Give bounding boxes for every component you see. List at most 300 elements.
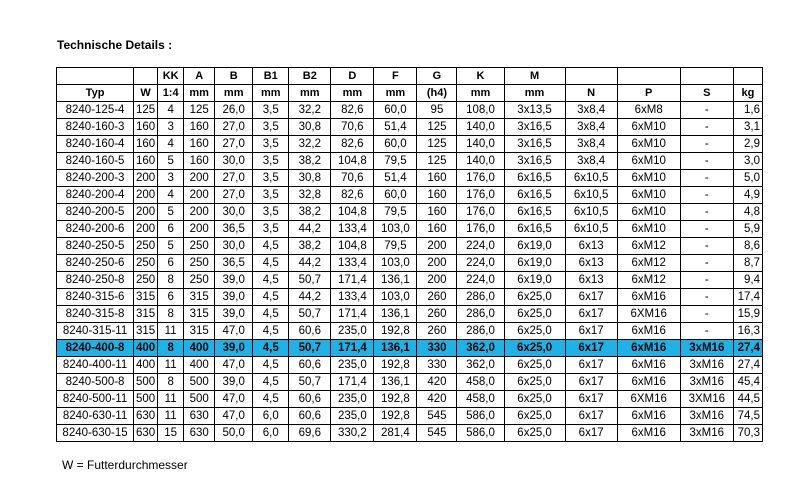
table-cell: 3xM16 — [680, 408, 733, 425]
table-cell: 50,0 — [215, 425, 253, 442]
table-cell: 330 — [417, 340, 457, 357]
table-cell: 69,6 — [289, 425, 331, 442]
table-cell: 8240-200-4 — [57, 187, 134, 204]
table-cell: 36,5 — [215, 221, 253, 238]
table-cell: 6x17 — [565, 357, 617, 374]
table-cell: 8240-200-3 — [57, 170, 134, 187]
table-cell: 60,6 — [289, 323, 331, 340]
table-cell: 8240-200-5 — [57, 204, 134, 221]
table-cell: 103,0 — [374, 255, 417, 272]
table-cell: 6x17 — [565, 391, 617, 408]
table-cell: 6xM16 — [617, 289, 680, 306]
table-cell: 586,0 — [457, 408, 504, 425]
table-cell: 6xM12 — [617, 238, 680, 255]
table-cell: 8240-200-6 — [57, 221, 134, 238]
table-cell: 8 — [158, 340, 184, 357]
table-cell: 3,5 — [253, 153, 289, 170]
table-cell: 6x19,0 — [504, 255, 565, 272]
table-cell: 200 — [134, 170, 158, 187]
table-row — [57, 255, 763, 272]
table-cell: 6x16,5 — [504, 221, 565, 238]
table-cell: 38,2 — [289, 204, 331, 221]
table-cell: 8 — [158, 374, 184, 391]
table-cell: 4,5 — [253, 340, 289, 357]
table-cell: 176,0 — [457, 187, 504, 204]
table-row-highlighted — [57, 340, 763, 357]
table-cell: 6x13 — [565, 238, 617, 255]
table-cell: 8240-315-8 — [57, 306, 134, 323]
table-cell: 6x17 — [565, 340, 617, 357]
table-cell: 60,0 — [374, 136, 417, 153]
table-cell: 6 — [158, 289, 184, 306]
table-cell: 545 — [417, 425, 457, 442]
table-cell: 30,8 — [289, 119, 331, 136]
table-row — [57, 102, 763, 119]
column-header: G — [417, 68, 457, 85]
table-cell: 60,6 — [289, 391, 331, 408]
table-cell: 82,6 — [331, 102, 374, 119]
table-cell: - — [680, 136, 733, 153]
table-cell: 420 — [417, 374, 457, 391]
table-cell: 6xM16 — [617, 340, 680, 357]
column-header — [680, 68, 733, 85]
table-cell: 250 — [134, 238, 158, 255]
table-cell: 458,0 — [457, 391, 504, 408]
table-cell: 160 — [417, 221, 457, 238]
column-header — [565, 68, 617, 85]
table-cell: 125 — [184, 102, 215, 119]
table-cell: 224,0 — [457, 255, 504, 272]
table-cell: 39,0 — [215, 306, 253, 323]
table-cell: 50,7 — [289, 374, 331, 391]
table-row — [57, 408, 763, 425]
column-header: B1 — [253, 68, 289, 85]
table-cell: 6xM10 — [617, 170, 680, 187]
table-row — [57, 238, 763, 255]
table-cell: 3,5 — [253, 204, 289, 221]
table-cell: 26,0 — [215, 102, 253, 119]
table-row — [57, 136, 763, 153]
table-cell: 250 — [184, 272, 215, 289]
table-cell: - — [680, 255, 733, 272]
table-cell: 27,0 — [215, 187, 253, 204]
section-title: Technische Details : — [57, 38, 173, 52]
table-cell: 6 — [158, 255, 184, 272]
table-cell: 51,4 — [374, 170, 417, 187]
table-cell: 95 — [417, 102, 457, 119]
table-cell: 6xM16 — [617, 374, 680, 391]
table-cell: 125 — [134, 102, 158, 119]
column-header: (h4) — [417, 85, 457, 102]
column-header: mm — [253, 85, 289, 102]
table-cell: 6x25,0 — [504, 306, 565, 323]
table-cell: 6x17 — [565, 425, 617, 442]
table-cell: 3XM16 — [680, 391, 733, 408]
column-header: P — [617, 85, 680, 102]
table-cell: 200 — [417, 255, 457, 272]
table-cell: 6x25,0 — [504, 374, 565, 391]
table-cell: 6xM10 — [617, 153, 680, 170]
table-cell: 171,4 — [331, 374, 374, 391]
table-cell: 3x16,5 — [504, 119, 565, 136]
table-cell: 6XM16 — [617, 306, 680, 323]
column-header: mm — [504, 85, 565, 102]
table-cell: 3xM16 — [680, 425, 733, 442]
table-cell: 133,4 — [331, 255, 374, 272]
table-cell: 6x10,5 — [565, 170, 617, 187]
table-cell: 32,8 — [289, 187, 331, 204]
table-cell: 6x17 — [565, 323, 617, 340]
table-cell: 6xM8 — [617, 102, 680, 119]
table-cell: 8240-315-11 — [57, 323, 134, 340]
table-cell: 6x16,5 — [504, 170, 565, 187]
table-cell: 315 — [184, 289, 215, 306]
table-cell: 3xM16 — [680, 340, 733, 357]
table-cell: 8240-125-4 — [57, 102, 134, 119]
table-cell: - — [680, 272, 733, 289]
table-cell: 103,0 — [374, 289, 417, 306]
table-cell: 8240-400-11 — [57, 357, 134, 374]
table-cell: 136,1 — [374, 374, 417, 391]
table-cell: 60,0 — [374, 102, 417, 119]
table-cell: 500 — [184, 374, 215, 391]
table-cell: 192,8 — [374, 323, 417, 340]
table-cell: 500 — [184, 391, 215, 408]
table-row — [57, 221, 763, 238]
table-cell: 50,7 — [289, 306, 331, 323]
table-cell: 6xM10 — [617, 136, 680, 153]
table-cell: 6x10,5 — [565, 221, 617, 238]
table-cell: 171,4 — [331, 340, 374, 357]
table-row — [57, 289, 763, 306]
table-cell: 6x13 — [565, 272, 617, 289]
column-header: mm — [331, 85, 374, 102]
table-cell: 45,4 — [733, 374, 762, 391]
table-cell: 47,0 — [215, 408, 253, 425]
table-cell: 36,5 — [215, 255, 253, 272]
table-cell: 140,0 — [457, 153, 504, 170]
table-cell: 400 — [134, 357, 158, 374]
column-header: KK — [158, 68, 184, 85]
table-cell: 11 — [158, 391, 184, 408]
table-cell: 39,0 — [215, 340, 253, 357]
table-cell: 140,0 — [457, 136, 504, 153]
table-cell: 224,0 — [457, 238, 504, 255]
table-cell: 3x16,5 — [504, 153, 565, 170]
column-header: F — [374, 68, 417, 85]
table-cell: 400 — [134, 340, 158, 357]
table-cell: 286,0 — [457, 289, 504, 306]
column-header: W — [134, 85, 158, 102]
table-cell: 545 — [417, 408, 457, 425]
column-header — [617, 68, 680, 85]
table-cell: 176,0 — [457, 204, 504, 221]
table-cell: - — [680, 323, 733, 340]
table-cell: 260 — [417, 323, 457, 340]
table-cell: 82,6 — [331, 136, 374, 153]
table-cell: 51,4 — [374, 119, 417, 136]
table-cell: 30,0 — [215, 238, 253, 255]
table-cell: 192,8 — [374, 357, 417, 374]
table-cell: 47,0 — [215, 357, 253, 374]
table-cell: 38,2 — [289, 153, 331, 170]
table-cell: 39,0 — [215, 374, 253, 391]
table-cell: 4,8 — [733, 204, 762, 221]
table-cell: 30,0 — [215, 153, 253, 170]
table-cell: 8240-630-15 — [57, 425, 134, 442]
table-cell: - — [680, 204, 733, 221]
table-cell: 160 — [417, 204, 457, 221]
table-cell: 6x25,0 — [504, 408, 565, 425]
table-cell: 27,4 — [733, 357, 762, 374]
table-cell: 38,2 — [289, 238, 331, 255]
table-cell: 250 — [134, 272, 158, 289]
table-cell: 79,5 — [374, 153, 417, 170]
table-cell: 160 — [184, 119, 215, 136]
table-cell: 630 — [184, 408, 215, 425]
table-row — [57, 391, 763, 408]
table-cell: 6x17 — [565, 306, 617, 323]
table-cell: 5 — [158, 153, 184, 170]
table-row — [57, 374, 763, 391]
table-cell: 315 — [134, 306, 158, 323]
table-cell: 47,0 — [215, 391, 253, 408]
table-cell: 362,0 — [457, 357, 504, 374]
table-cell: 47,0 — [215, 323, 253, 340]
table-cell: 176,0 — [457, 221, 504, 238]
table-cell: 420 — [417, 391, 457, 408]
table-cell: 200 — [184, 170, 215, 187]
table-cell: 400 — [184, 357, 215, 374]
table-cell: 32,2 — [289, 136, 331, 153]
column-header — [134, 68, 158, 85]
table-cell: 160 — [184, 153, 215, 170]
table-cell: 8240-500-11 — [57, 391, 134, 408]
table-cell: 224,0 — [457, 272, 504, 289]
table-cell: 3x13,5 — [504, 102, 565, 119]
table-cell: 6,0 — [253, 425, 289, 442]
table-row — [57, 204, 763, 221]
table-cell: - — [680, 102, 733, 119]
table-cell: 44,5 — [733, 391, 762, 408]
table-cell: 315 — [134, 323, 158, 340]
table-cell: 160 — [134, 119, 158, 136]
table-cell: 8 — [158, 306, 184, 323]
table-cell: 8240-400-8 — [57, 340, 134, 357]
table-cell: 70,3 — [733, 425, 762, 442]
table-cell: 6x10,5 — [565, 187, 617, 204]
table-cell: 104,8 — [331, 238, 374, 255]
table-cell: 140,0 — [457, 119, 504, 136]
table-cell: 286,0 — [457, 323, 504, 340]
table-cell: 4 — [158, 102, 184, 119]
table-cell: 108,0 — [457, 102, 504, 119]
table-cell: 6x17 — [565, 374, 617, 391]
table-cell: 136,1 — [374, 340, 417, 357]
column-header: Typ — [57, 85, 134, 102]
column-header: kg — [733, 85, 762, 102]
table-cell: - — [680, 187, 733, 204]
table-cell: - — [680, 170, 733, 187]
table-cell: 6x16,5 — [504, 187, 565, 204]
table-cell: 260 — [417, 306, 457, 323]
table-cell: 4,5 — [253, 255, 289, 272]
table-cell: 3,5 — [253, 170, 289, 187]
table-cell: 6x16,5 — [504, 204, 565, 221]
table-cell: 6x25,0 — [504, 391, 565, 408]
table-cell: 133,4 — [331, 221, 374, 238]
table-cell: 200 — [184, 221, 215, 238]
table-cell: 200 — [184, 187, 215, 204]
table-cell: 630 — [184, 425, 215, 442]
table-row — [57, 187, 763, 204]
table-cell: 50,7 — [289, 272, 331, 289]
table-cell: 74,5 — [733, 408, 762, 425]
column-header: N — [565, 85, 617, 102]
table-cell: 39,0 — [215, 289, 253, 306]
table-row — [57, 170, 763, 187]
table-cell: 4,5 — [253, 238, 289, 255]
table-row — [57, 119, 763, 136]
table-row — [57, 306, 763, 323]
column-header: K — [457, 68, 504, 85]
table-cell: 6x25,0 — [504, 289, 565, 306]
table-cell: 6x17 — [565, 289, 617, 306]
table-cell: 2,9 — [733, 136, 762, 153]
table-cell: 8240-250-6 — [57, 255, 134, 272]
table-cell: 458,0 — [457, 374, 504, 391]
table-cell: 3,5 — [253, 102, 289, 119]
table-cell: 250 — [134, 255, 158, 272]
table-cell: 104,8 — [331, 153, 374, 170]
table-cell: 315 — [184, 323, 215, 340]
table-cell: 6x19,0 — [504, 238, 565, 255]
table-cell: 44,2 — [289, 255, 331, 272]
table-cell: 125 — [417, 119, 457, 136]
table-cell: - — [680, 153, 733, 170]
table-cell: 30,0 — [215, 204, 253, 221]
table-cell: 8240-250-5 — [57, 238, 134, 255]
table-cell: - — [680, 221, 733, 238]
table-cell: 235,0 — [331, 408, 374, 425]
table-cell: 4,5 — [253, 323, 289, 340]
table-cell: 6x13 — [565, 255, 617, 272]
table-cell: 200 — [134, 187, 158, 204]
table-cell: 11 — [158, 357, 184, 374]
table-cell: 160 — [134, 136, 158, 153]
table-cell: 50,7 — [289, 340, 331, 357]
table-cell: 5,9 — [733, 221, 762, 238]
table-cell: 6x25,0 — [504, 323, 565, 340]
table-cell: 82,6 — [331, 187, 374, 204]
table-cell: 4,5 — [253, 289, 289, 306]
table-cell: 27,0 — [215, 170, 253, 187]
table-cell: 6xM16 — [617, 357, 680, 374]
table-row — [57, 272, 763, 289]
table-cell: 136,1 — [374, 306, 417, 323]
column-header: mm — [289, 85, 331, 102]
column-header: B2 — [289, 68, 331, 85]
table-cell: 1,6 — [733, 102, 762, 119]
table-cell: 6xM10 — [617, 221, 680, 238]
table-cell: 6xM10 — [617, 119, 680, 136]
table-cell: 3,5 — [253, 187, 289, 204]
table-cell: 235,0 — [331, 391, 374, 408]
table-cell: 30,8 — [289, 170, 331, 187]
column-header: mm — [184, 85, 215, 102]
table-cell: 39,0 — [215, 272, 253, 289]
table-cell: 3 — [158, 119, 184, 136]
table-cell: 8240-500-8 — [57, 374, 134, 391]
table-row — [57, 153, 763, 170]
table-cell: 79,5 — [374, 238, 417, 255]
table-cell: 3xM16 — [680, 357, 733, 374]
table-cell: - — [680, 119, 733, 136]
table-cell: 362,0 — [457, 340, 504, 357]
table-cell: 11 — [158, 323, 184, 340]
column-header: mm — [215, 85, 253, 102]
table-cell: 6x19,0 — [504, 272, 565, 289]
table-cell: 630 — [134, 408, 158, 425]
table-cell: 286,0 — [457, 306, 504, 323]
table-cell: 4 — [158, 187, 184, 204]
column-header: 1:4 — [158, 85, 184, 102]
table-cell: 4,5 — [253, 272, 289, 289]
table-row — [57, 357, 763, 374]
table-cell: 27,4 — [733, 340, 762, 357]
table-cell: 192,8 — [374, 408, 417, 425]
table-cell: 250 — [184, 238, 215, 255]
table-cell: 8,6 — [733, 238, 762, 255]
table-cell: 3x16,5 — [504, 136, 565, 153]
table-cell: 3,5 — [253, 221, 289, 238]
table-cell: 17,4 — [733, 289, 762, 306]
table-cell: 70,6 — [331, 170, 374, 187]
table-cell: 15 — [158, 425, 184, 442]
table-cell: 330 — [417, 357, 457, 374]
table-cell: 260 — [417, 289, 457, 306]
table-cell: 4,5 — [253, 306, 289, 323]
table-cell: 6xM16 — [617, 408, 680, 425]
technical-details-table — [56, 67, 763, 442]
table-cell: 5 — [158, 238, 184, 255]
table-cell: 160 — [417, 187, 457, 204]
table-cell: 125 — [417, 136, 457, 153]
table-cell: 8240-160-5 — [57, 153, 134, 170]
table-cell: 315 — [134, 289, 158, 306]
table-body — [57, 102, 763, 442]
table-cell: 200 — [134, 221, 158, 238]
table-row — [57, 425, 763, 442]
table-cell: 6x17 — [565, 408, 617, 425]
table-cell: 8240-160-4 — [57, 136, 134, 153]
table-cell: 70,6 — [331, 119, 374, 136]
table-cell: 6xM16 — [617, 425, 680, 442]
table-cell: 3x8,4 — [565, 153, 617, 170]
table-cell: 6x25,0 — [504, 357, 565, 374]
table-cell: 500 — [134, 391, 158, 408]
table-cell: 4,5 — [253, 357, 289, 374]
table-cell: - — [680, 289, 733, 306]
table-cell: 6x25,0 — [504, 425, 565, 442]
table-cell: 171,4 — [331, 306, 374, 323]
table-cell: 6 — [158, 221, 184, 238]
table-cell: 3x8,4 — [565, 136, 617, 153]
footnote: W = Futterdurchmesser — [62, 458, 188, 472]
column-header — [57, 68, 134, 85]
table-cell: 200 — [417, 272, 457, 289]
table-cell: 3,5 — [253, 119, 289, 136]
